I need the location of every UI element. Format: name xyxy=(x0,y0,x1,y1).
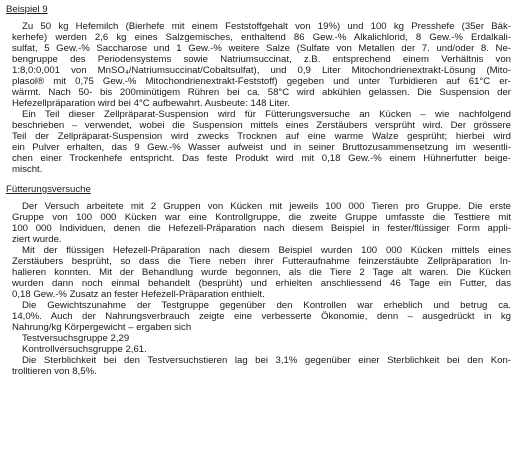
text-line: 1:8,0:0,001 von MnSO₄/Natriumsuccinat/Cobaltsulfat), und 0,9 Liter Mitochondrienextrakt-Lösung (Mito- xyxy=(12,65,511,76)
text-line: bengruppe des Periodensystems sowie Natriumsuccinat, z.B. entsprechend einem Verhältnis von xyxy=(12,54,511,65)
text-line: mischt. xyxy=(12,164,43,175)
text-line: beschrieben – verwendet, wobei die Suspension mittels eines Zerstäubers versprüht wird. Der grössere xyxy=(12,120,511,131)
paragraph-treatment xyxy=(6,245,511,300)
paragraph-experiment xyxy=(6,201,511,245)
text-line: ein Pulver erhalten, das 9 Gew.-% Wasser aufweist und in seiner Bruttozusammensetzung im wesentli- xyxy=(12,142,511,153)
text-line: Zu 50 kg Hefemilch (Bierhefe mit einem Feststoffgehalt von 19%) und 100 kg Presshefe (35er Bäk- xyxy=(22,21,511,32)
section-heading: Fütterungsversuche xyxy=(6,184,91,195)
text-line: 14,0%. Auch der Nahrungsverbrauch zeigte eine verbesserte Ökonomie, denn – ausgedrückt in kg xyxy=(12,311,511,322)
text-line: kerhefe) werden 2,6 kg eines Salzgemisches, enthaltend 86 Gew.-% Alkalichlorid, 8 Gew.-% Erdalkali- xyxy=(12,32,511,43)
text-line: Teil der Zellpräparat-Suspension wird zwecks Trocknen auf eine warme Walze gesprüht; hierbei wird xyxy=(12,131,511,142)
paragraph-mortality xyxy=(6,355,511,377)
text-line: ziert wurde. xyxy=(12,234,62,245)
text-line: Nahrung/kg Körpergewicht – ergaben sich xyxy=(12,322,192,333)
text-line: 100 000 Individuen, denen die Hefezell-Präparation nach diesem Beispiel in fester/flüssiger Form appli- xyxy=(12,223,511,234)
text-line: Mit der flüssigen Hefezell-Präparation nach diesem Beispiel wurden 100 000 Kücken mittels eines xyxy=(22,245,511,256)
paragraph-weight-gain xyxy=(6,300,511,333)
text-line: plasol® mit 0,75 Gew.-% Mitochondrienextrakt-Feststoff) gegeben und unter Turbidieren auf 61°C er- xyxy=(12,76,511,87)
text-line: chen einer Trockenhefe entspricht. Das feste Produkt wird mit 0,18 Gew.-% einem Hühnerfutter beige- xyxy=(12,153,511,164)
text-line: Die Gewichtszunahme der Testgruppe gegenüber den Kontrollen war erheblich und betrug ca. xyxy=(22,300,511,311)
text-line: 0,18 Gew.-% Zusatz an fester Hefezell-Präparation enthielt. xyxy=(12,289,265,300)
result-test-group: Testversuchsgruppe 2,29 xyxy=(22,333,130,344)
results-list xyxy=(6,333,511,355)
text-line: Ein Teil dieser Zellpräparat-Suspension wird für Fütterungsversuche an Kücken – wie nachfolgend xyxy=(22,109,511,120)
text-line: halieren konnten. Mit der Behandlung wurde begonnen, als die Tiere 2 Tage alt waren. Die Kücken xyxy=(12,267,511,278)
text-line: Gruppe von 100 000 Kücken war eine Kontrollgruppe, die zweite Gruppe umfasste die Testtiere mit xyxy=(12,212,511,223)
text-line: sulfat, 5 Gew.-% Saccharose und 1 Gew.-% weitere Salze (Sulfate von Metallen der 7. und/oder 8. Ne- xyxy=(12,43,511,54)
text-line: Der Versuch arbeitete mit 2 Gruppen von Kücken mit jeweils 100 000 Tieren pro Gruppe. Die erste xyxy=(22,201,511,212)
text-line: Die Sterblichkeit bei den Testversuchstieren lag bei 3,1% gegenüber einer Sterblichkeit bei den Kon- xyxy=(22,355,511,366)
example-heading: Beispiel 9 xyxy=(6,4,48,15)
text-line: Hefezellpräparation wird bei 4°C aufbewahrt. Ausbeute: 148 Liter. xyxy=(12,98,290,109)
paragraph-preparation xyxy=(6,21,511,109)
text-line: wärmt. Nach 50- bis 200minütigem Rühren bei ca. 58°C wird abkühlen gelassen. Die Suspension der xyxy=(12,87,511,98)
text-line: trolltieren von 8,5%. xyxy=(12,366,97,377)
text-line: Zerstäubers besprüht, so dass die Tiere neben ihrer Futteraufnahme feinzerstäubte Zellpräparation In- xyxy=(12,256,511,267)
paragraph-usage xyxy=(6,109,511,175)
text-line: wurden dann noch einmal behandelt (besprüht) und erhielten anschliessend 46 Tage ein Futter, das xyxy=(12,278,511,289)
result-control-group: Kontrollversuchsgruppe 2,61. xyxy=(22,344,147,355)
